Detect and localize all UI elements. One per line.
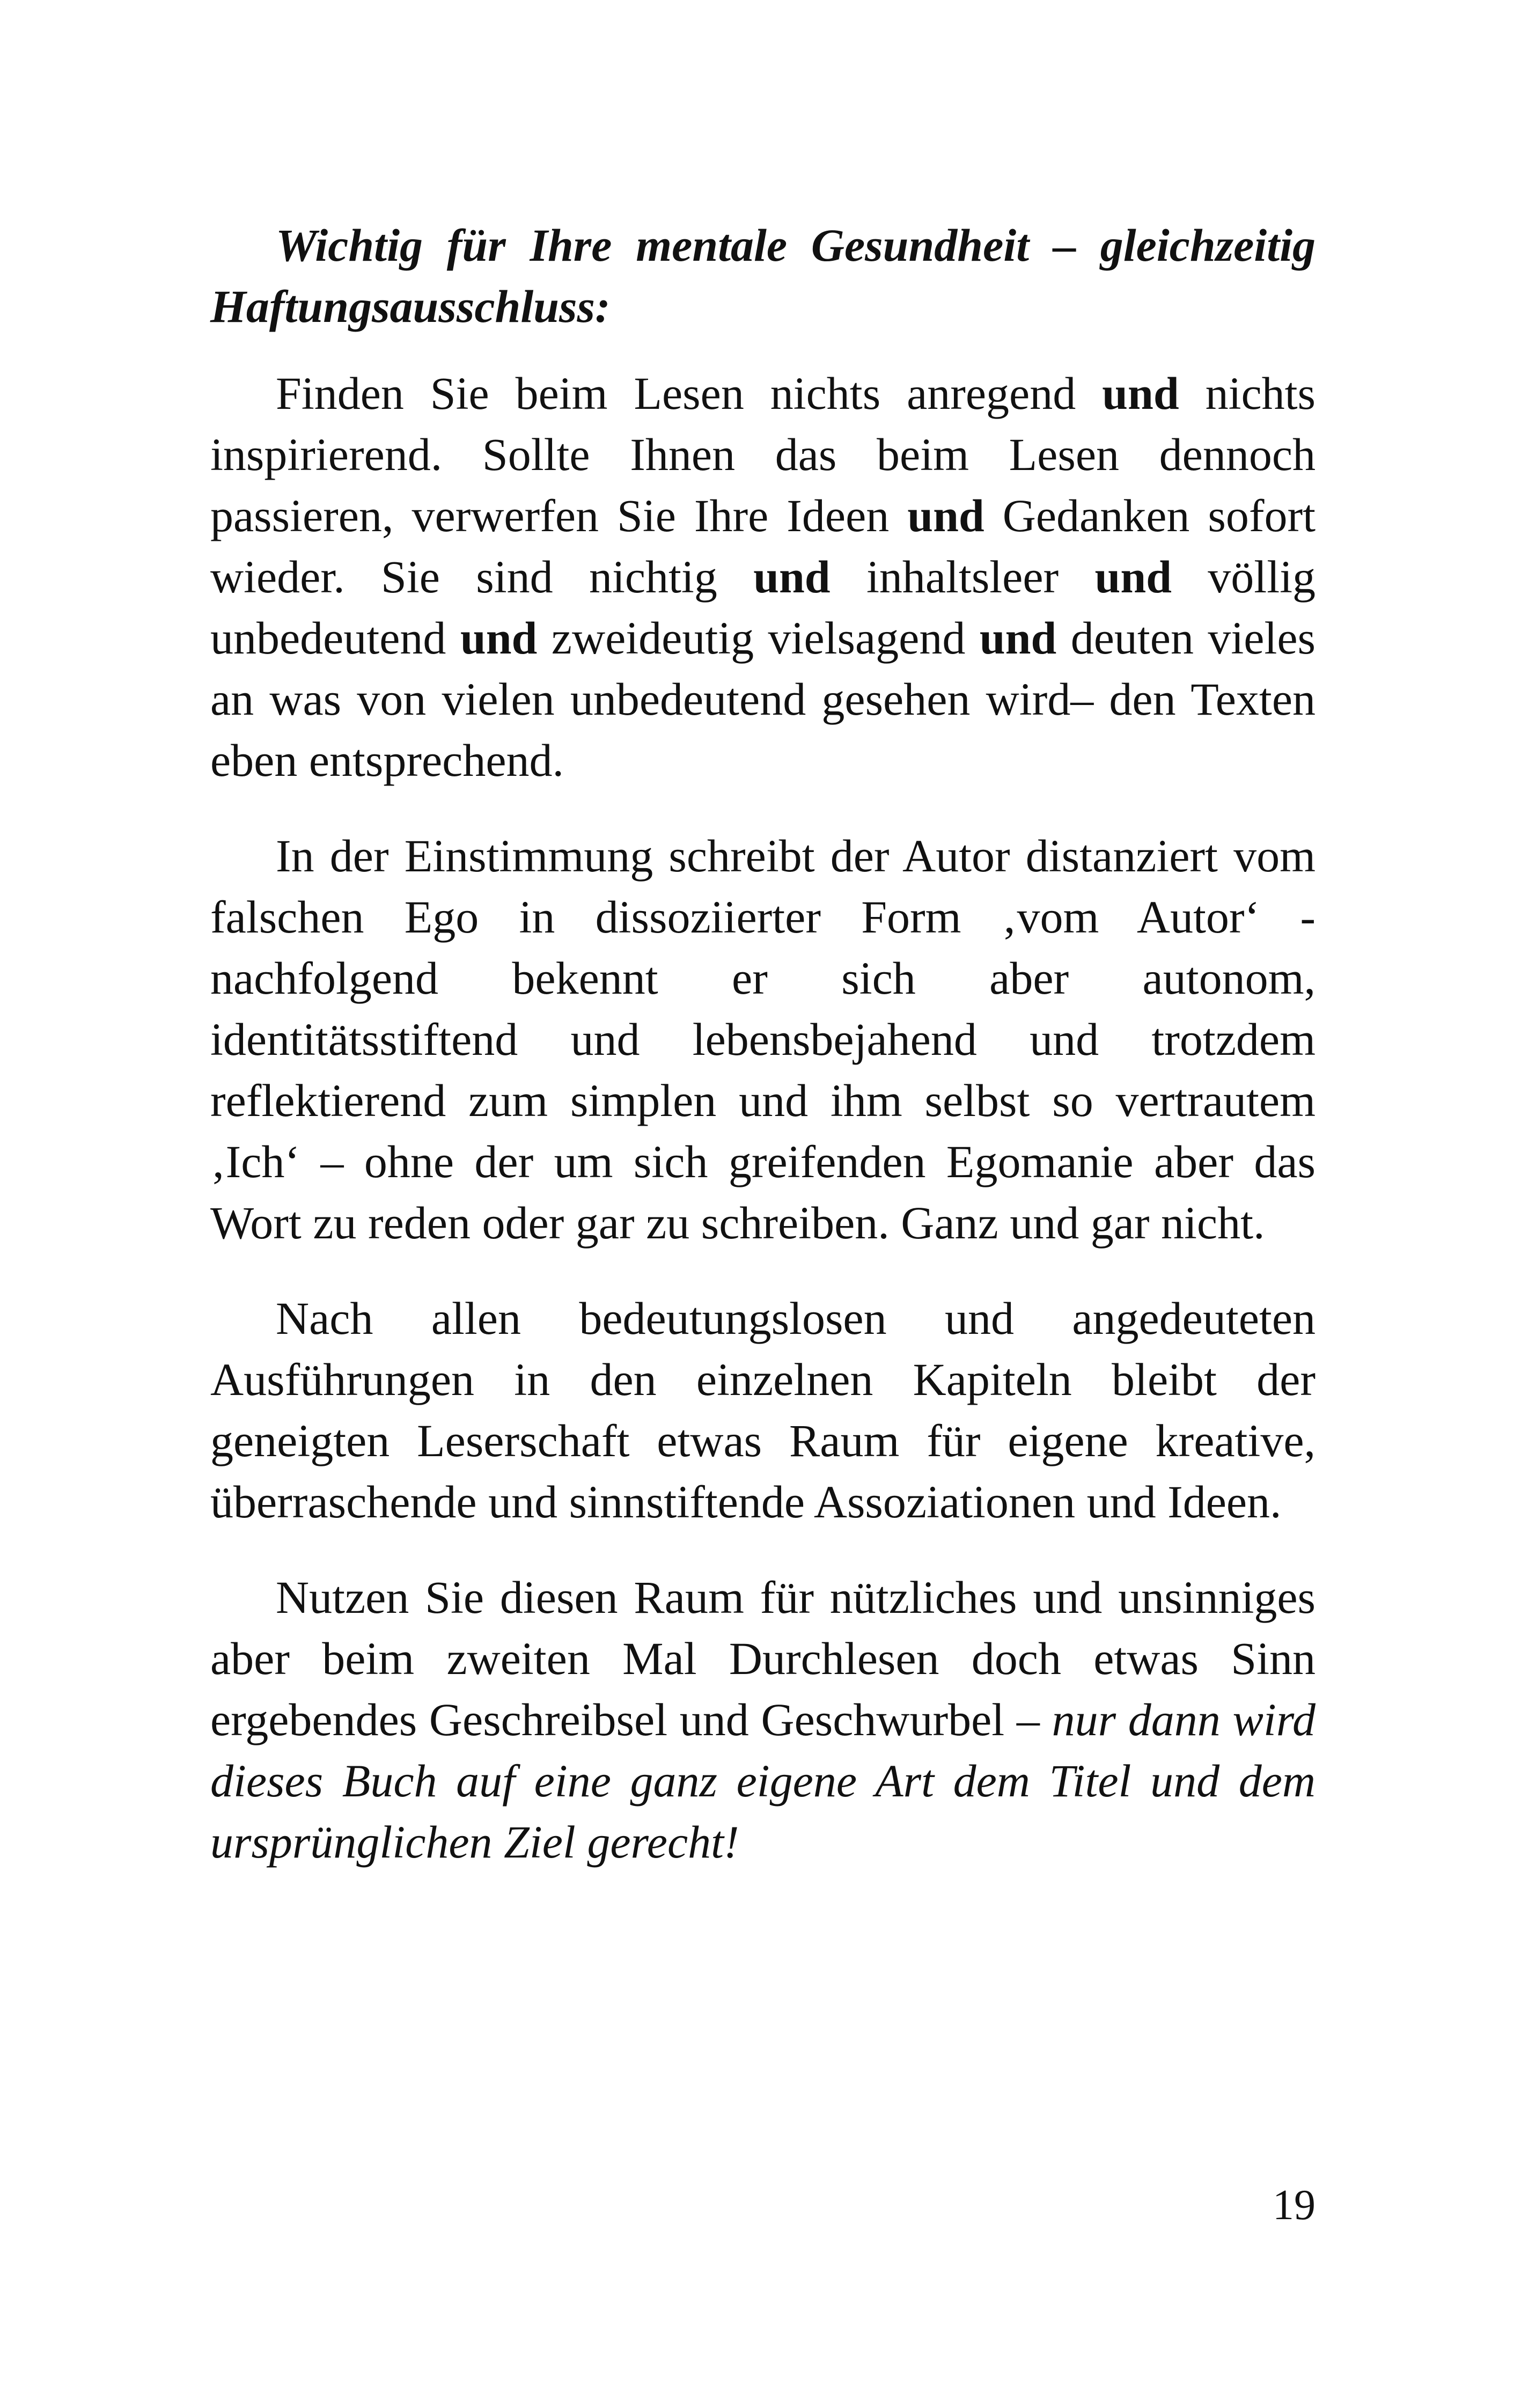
text-segment: In der Einstimmung schreibt der Autor distanziert vom falschen Ego in dissoziierter Form ‚vom Autor‘ - nachfolgend bekennt er sich aber autonom, identitätsstiftend und lebensbejahend und trotzdem reflektierend zum simplen und ihm selbst so vertrautem ‚Ich‘ – ohne der um sich greifenden Egomanie aber das Wort zu reden oder gar zu schreiben. Ganz und gar nicht. — [210, 830, 1316, 1249]
text-segment: deuten vieles an was von vielen unbedeutend gesehen wird– den Texten eben entsprechend. — [210, 612, 1316, 786]
bold-und: und — [1094, 551, 1172, 603]
text-block — [210, 215, 1316, 1873]
paragraph-3 — [210, 1288, 1316, 1532]
section-heading: Wichtig für Ihre mentale Gesundheit – gleichzeitig Haftungsausschluss: — [210, 219, 1316, 332]
paragraph-1 — [210, 363, 1316, 791]
page-number: 19 — [1273, 2182, 1316, 2229]
text-segment: zweideutig vielsagend — [537, 612, 980, 664]
bold-und: und — [753, 551, 831, 603]
paragraph-2 — [210, 825, 1316, 1253]
text-segment: völlig unbedeutend — [210, 551, 1316, 664]
text-segment: nichts inspirierend. Sollte Ihnen das beim Lesen dennoch passieren, verwerfen Sie Ihre Ideen — [210, 368, 1316, 541]
bold-und: und — [979, 612, 1057, 664]
text-segment: inhaltsleer — [830, 551, 1095, 603]
bold-und: und — [1102, 368, 1179, 419]
bold-und: und — [907, 490, 984, 541]
paragraph-4 — [210, 1567, 1316, 1873]
text-segment: Nach allen bedeutungslosen und angedeuteten Ausführungen in den einzelnen Kapiteln bleibt der geneigten Leserschaft etwas Raum für eigene kreative, überraschende und sinnstiftende Assoziationen und Ideen. — [210, 1293, 1316, 1528]
text-segment: Nutzen Sie diesen Raum für nützliches und unsinniges aber beim zweiten Mal Durchlesen doch etwas Sinn ergebendes Geschreibsel und Geschwurbel – — [210, 1572, 1316, 1745]
bold-und: und — [460, 612, 538, 664]
italic-closing-text: nur dann wird dieses Buch auf eine ganz eigene Art dem Titel und dem ursprünglichen Ziel gerecht! — [210, 1694, 1316, 1868]
text-segment: Gedanken sofort wieder. Sie sind nichtig — [210, 490, 1316, 603]
text-segment: Finden Sie beim Lesen nichts anregend — [276, 368, 1103, 419]
